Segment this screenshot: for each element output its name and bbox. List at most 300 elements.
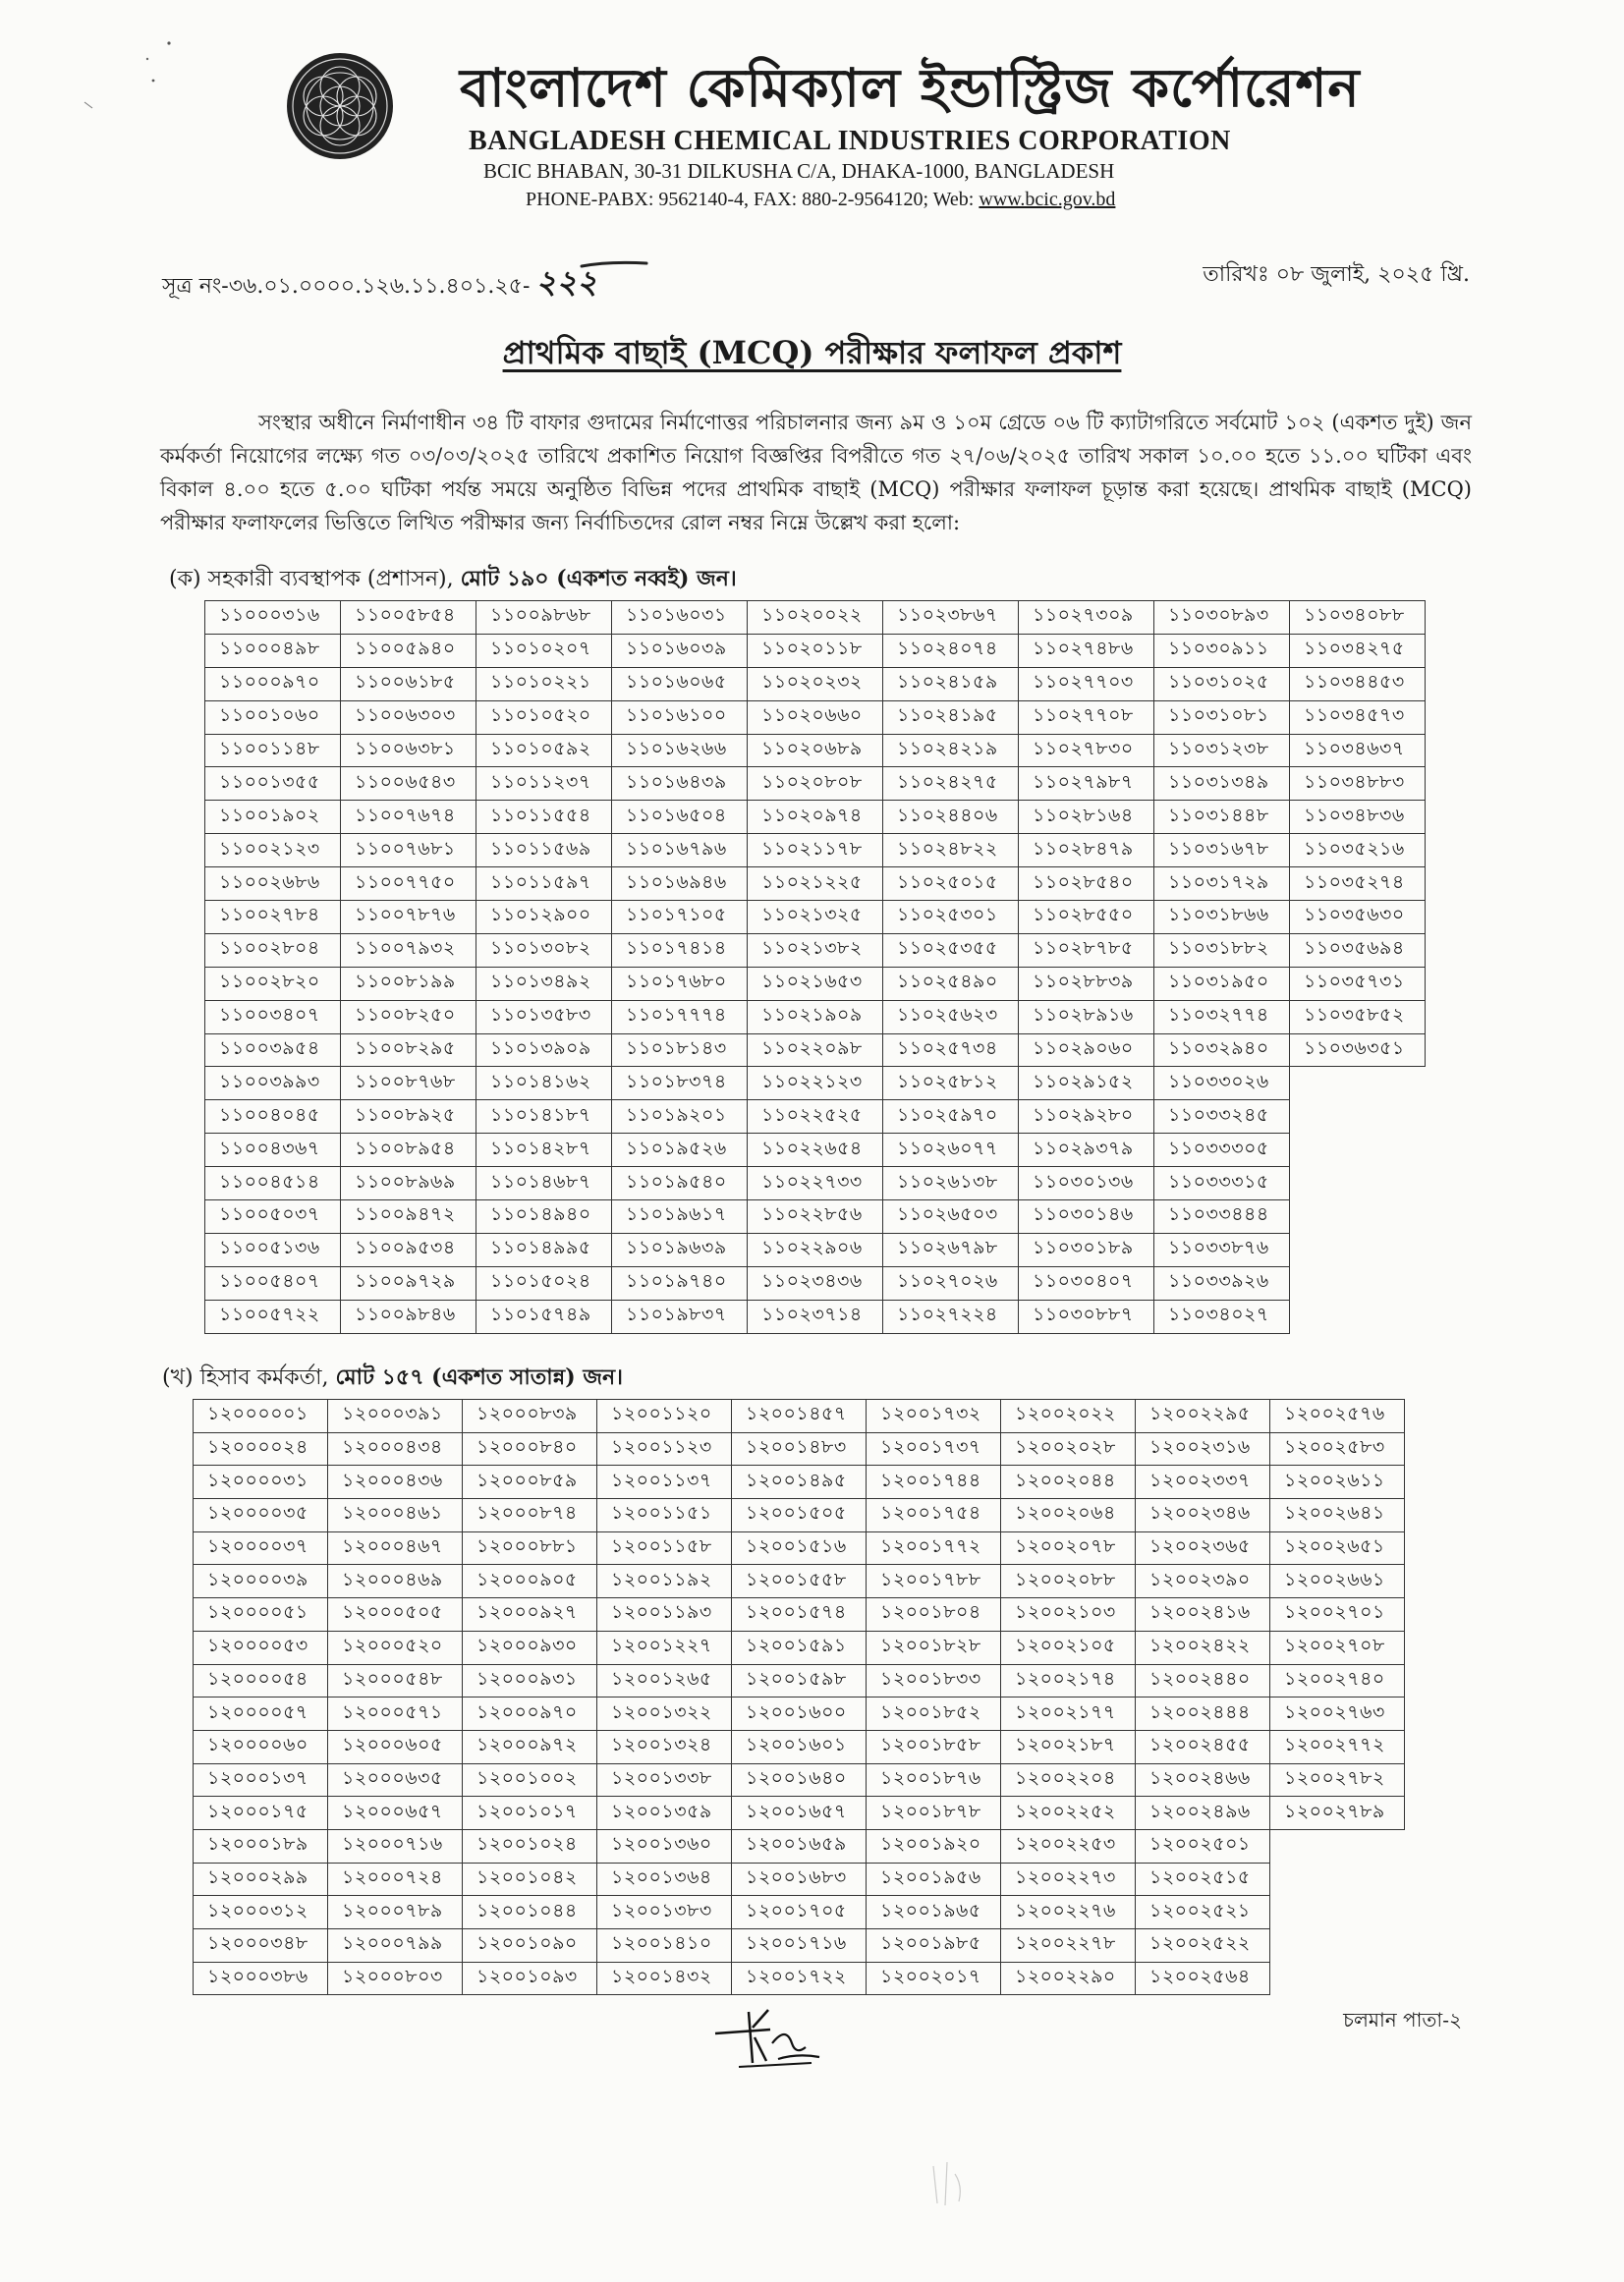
roll-number-cell: ১১০০৮১৯৯ [341, 967, 476, 1000]
roll-number-cell: ১২০০১১৫৮ [597, 1531, 732, 1565]
roll-number-cell: ১২০০০০৩৫ [194, 1499, 328, 1532]
roll-number-cell: ১২০০০০৬০ [194, 1730, 328, 1763]
section-b-roll-rows [194, 1400, 1405, 1995]
roll-number-cell: ১১০০৯৮৬৮ [476, 601, 612, 635]
roll-number-cell: ১১০১০২২১ [476, 667, 612, 700]
roll-number-cell: ১১০২৭৭০৩ [1019, 667, 1154, 700]
scan-dust-marks [79, 29, 187, 118]
table-row [194, 1829, 1405, 1863]
roll-number-cell: ১২০০১৪৩২ [597, 1962, 732, 1995]
table-row [194, 1896, 1405, 1929]
table-row [194, 1698, 1405, 1731]
roll-number-cell: ১২০০২০৪৪ [1001, 1466, 1136, 1499]
roll-number-cell: ১২০০০৫০৫ [328, 1598, 463, 1632]
roll-number-cell: ১২০০২২৫৩ [1001, 1829, 1136, 1863]
roll-number-cell: ১১০৩৩৯২৬ [1154, 1266, 1290, 1300]
roll-number-cell: ১২০০২৩৯০ [1136, 1565, 1270, 1598]
roll-number-cell: ১১০১৩৪৯২ [476, 967, 612, 1000]
roll-number-cell: ১২০০০৩৪৮ [194, 1929, 328, 1963]
roll-number-cell: ১১০২৭৮৩০ [1019, 734, 1154, 767]
roll-number-cell: ১২০০০৬৫৭ [328, 1797, 463, 1830]
roll-number-cell: ১১০২৪১৫৯ [883, 667, 1019, 700]
faint-scan-mark [924, 2156, 982, 2210]
empty-cell [1270, 1829, 1405, 1863]
roll-number-cell: ১২০০০০৫৭ [194, 1698, 328, 1731]
roll-number-cell: ১১০০০৯৭০ [205, 667, 341, 700]
roll-number-cell: ১১০০৩৯৫৪ [205, 1033, 341, 1067]
roll-number-cell: ১১০২৪২৭৫ [883, 767, 1019, 801]
roll-number-cell: ১১০০৪৫১৪ [205, 1167, 341, 1200]
roll-number-cell: ১১০২৪১৯৫ [883, 700, 1019, 734]
roll-number-cell: ১১০০১১৪৮ [205, 734, 341, 767]
roll-number-cell: ১১০০৯৭২৯ [341, 1266, 476, 1300]
org-name-bangla: বাংলাদেশ কেমিক্যাল ইন্ডাস্ট্রিজ কর্পোরেশন [460, 56, 1361, 119]
empty-cell [1270, 1863, 1405, 1896]
roll-number-cell: ১২০০১৬৫৯ [732, 1829, 867, 1863]
roll-number-cell: ১১০০০৪৯৮ [205, 634, 341, 667]
roll-number-cell: ১১০২৮৮৩৯ [1019, 967, 1154, 1000]
roll-number-cell: ১২০০০৪৬৯ [328, 1565, 463, 1598]
roll-number-cell: ১১০২৬৭৯৮ [883, 1233, 1019, 1266]
bcic-logo [285, 51, 395, 161]
roll-number-cell: ১১০৩২৯৪০ [1154, 1033, 1290, 1067]
roll-number-cell: ১২০০০৫৪৮ [328, 1664, 463, 1698]
roll-number-cell: ১১০১৬৭৯৬ [612, 834, 748, 867]
roll-number-cell: ১১০৩১০৮১ [1154, 700, 1290, 734]
roll-number-cell: ১২০০১৮০৪ [867, 1598, 1001, 1632]
roll-number-cell: ১২০০১৫১৬ [732, 1531, 867, 1565]
roll-number-cell: ১১০০৭৯৩২ [341, 933, 476, 967]
website-link[interactable]: www.bcic.gov.bd [979, 189, 1116, 210]
roll-number-cell: ১২০০১৭৮৮ [867, 1565, 1001, 1598]
roll-number-cell: ১২০০২৫০১ [1136, 1829, 1270, 1863]
signature [709, 2004, 827, 2075]
roll-number-cell: ১১০৩৪৪৫৩ [1290, 667, 1426, 700]
org-name-english: BANGLADESH CHEMICAL INDUSTRIES CORPORATION [469, 126, 1231, 156]
roll-number-cell: ১২০০২৬৪১ [1270, 1499, 1405, 1532]
roll-number-cell: ১১০১৯৬৩৯ [612, 1233, 748, 1266]
empty-cell [1290, 1167, 1426, 1200]
roll-number-cell: ১২০০০৯৭২ [463, 1730, 597, 1763]
roll-number-cell: ১১০৩৬৩৫১ [1290, 1033, 1426, 1067]
empty-cell [1290, 1233, 1426, 1266]
roll-number-cell: ১১০৩১২৩৮ [1154, 734, 1290, 767]
roll-number-cell: ১১০২০৯৭৪ [748, 801, 883, 834]
roll-number-cell: ১২০০১০১৭ [463, 1797, 597, 1830]
roll-number-cell: ১১০১১৫৫৪ [476, 801, 612, 834]
roll-number-cell: ১১০৩০৮৮৭ [1019, 1300, 1154, 1333]
roll-number-cell: ১২০০০৮০৩ [328, 1962, 463, 1995]
section-b-total: মোট ১৫৭ (একশত সাতান্ন) জন। [335, 1364, 623, 1390]
memo-date: তারিখঃ ০৮ জুলাই, ২০২৫ খ্রি. [1203, 262, 1470, 287]
table-row [205, 734, 1426, 767]
roll-number-cell: ১২০০১১২০ [597, 1400, 732, 1433]
roll-number-cell: ১২০০২৪৪০ [1136, 1664, 1270, 1698]
roll-number-cell: ১২০০০৮৩৯ [463, 1400, 597, 1433]
notice-title-text: প্রাথমিক বাছাই (MCQ) পরীক্ষার ফলাফল প্রকাশ [502, 334, 1122, 371]
roll-number-cell: ১১০১৯২০১ [612, 1100, 748, 1134]
roll-number-cell: ১১০২০০২২ [748, 601, 883, 635]
roll-number-cell: ১১০২২৯০৬ [748, 1233, 883, 1266]
roll-number-cell: ১২০০১৮৭৮ [867, 1797, 1001, 1830]
roll-number-cell: ১১০২৮৪৭৯ [1019, 834, 1154, 867]
roll-number-cell: ১২০০২৬১১ [1270, 1466, 1405, 1499]
roll-number-cell: ১২০০১৮৫২ [867, 1698, 1001, 1731]
roll-number-cell: ১২০০১০৪২ [463, 1863, 597, 1896]
roll-number-cell: ১১০২৬১৩৮ [883, 1167, 1019, 1200]
roll-number-cell: ১১০০৪৩৬৭ [205, 1134, 341, 1167]
roll-number-cell: ১২০০১০০২ [463, 1763, 597, 1797]
roll-number-cell: ১১০৩৪০২৭ [1154, 1300, 1290, 1333]
roll-number-cell: ১২০০১৭৭২ [867, 1531, 1001, 1565]
roll-number-cell: ১১০১৭৪১৪ [612, 933, 748, 967]
table-row [194, 1664, 1405, 1698]
roll-number-cell: ১১০৩০৯১১ [1154, 634, 1290, 667]
roll-number-cell: ১২০০০০৩১ [194, 1466, 328, 1499]
roll-number-cell: ১১০১০৫৯২ [476, 734, 612, 767]
roll-number-cell: ১১০৩৩৩১৫ [1154, 1167, 1290, 1200]
roll-number-cell: ১১০২০৬৬০ [748, 700, 883, 734]
empty-cell [1270, 1896, 1405, 1929]
roll-number-cell: ১২০০০৭২৪ [328, 1863, 463, 1896]
roll-number-cell: ১১০০৭৮৭৬ [341, 901, 476, 934]
table-row [205, 1300, 1426, 1333]
roll-number-cell: ১১০০৭৬৭৪ [341, 801, 476, 834]
table-row [205, 700, 1426, 734]
roll-number-cell: ১১০৩৩৮৭৬ [1154, 1233, 1290, 1266]
roll-number-cell: ১২০০০৩৯১ [328, 1400, 463, 1433]
table-row [205, 834, 1426, 867]
roll-number-cell: ১২০০১৩২২ [597, 1698, 732, 1731]
roll-number-cell: ১২০০০৪৬১ [328, 1499, 463, 1532]
roll-number-cell: ১২০০০৮৭৪ [463, 1499, 597, 1532]
roll-number-cell: ১২০০২০৬৪ [1001, 1499, 1136, 1532]
roll-number-cell: ১২০০২১৭৪ [1001, 1664, 1136, 1698]
roll-number-cell: ১২০০০৫৭১ [328, 1698, 463, 1731]
roll-number-cell: ১১০১৯৬১৭ [612, 1200, 748, 1234]
roll-number-cell: ১২০০০৫২০ [328, 1631, 463, 1664]
roll-number-cell: ১২০০১৮২৮ [867, 1631, 1001, 1664]
roll-number-cell: ১২০০২০১৭ [867, 1962, 1001, 1995]
roll-number-cell: ১২০০২৩৪৬ [1136, 1499, 1270, 1532]
roll-number-cell: ১১০২২০৯৮ [748, 1033, 883, 1067]
roll-number-cell: ১২০০২০২৮ [1001, 1432, 1136, 1466]
roll-number-cell: ১২০০০৬০৫ [328, 1730, 463, 1763]
roll-number-cell: ১১০২২৫২৫ [748, 1100, 883, 1134]
roll-number-cell: ১১০১৬০৩১ [612, 601, 748, 635]
roll-number-cell: ১১০২৯২৮০ [1019, 1100, 1154, 1134]
table-row [205, 1067, 1426, 1100]
roll-number-cell: ১২০০২৫২২ [1136, 1929, 1270, 1963]
roll-number-cell: ১১০০৯৫৩৪ [341, 1233, 476, 1266]
roll-number-cell: ১১০২১২২৫ [748, 867, 883, 901]
roll-number-cell: ১২০০২০৮৮ [1001, 1565, 1136, 1598]
roll-number-cell: ১২০০১১৯২ [597, 1565, 732, 1598]
roll-number-cell: ১২০০২৫৬৪ [1136, 1962, 1270, 1995]
roll-number-cell: ১২০০০৮৫৯ [463, 1466, 597, 1499]
roll-number-cell: ১১০১৬০৬৫ [612, 667, 748, 700]
roll-number-cell: ১২০০২১৮৭ [1001, 1730, 1136, 1763]
section-b-label: (খ) হিসাব কর্মকর্তা, [162, 1365, 336, 1390]
contact-text: PHONE-PABX: 9562140-4, FAX: 880-2-9564120; Web: [526, 189, 980, 210]
roll-number-cell: ১১০২৭৩০৯ [1019, 601, 1154, 635]
roll-number-cell: ১১০০৩৯৯৩ [205, 1067, 341, 1100]
roll-number-cell: ১১০০৭৭৫০ [341, 867, 476, 901]
roll-number-cell: ১২০০১৬৮৩ [732, 1863, 867, 1896]
roll-number-cell: ১১০১৪১৬২ [476, 1067, 612, 1100]
roll-number-cell: ১১০০৩৪০৭ [205, 1000, 341, 1033]
section-b-heading [162, 1361, 623, 1397]
roll-number-cell: ১১০৩১৯৫০ [1154, 967, 1290, 1000]
roll-number-cell: ১১০৩৫৬৯৪ [1290, 933, 1426, 967]
roll-number-cell: ১১০১৬৪৩৯ [612, 767, 748, 801]
roll-number-cell: ১১০২৫৯৭০ [883, 1100, 1019, 1134]
table-row [194, 1631, 1405, 1664]
roll-number-cell: ১১০৩১০২৫ [1154, 667, 1290, 700]
roll-number-cell: ১১০০৬৩৮১ [341, 734, 476, 767]
roll-number-cell: ১২০০২৭০৮ [1270, 1631, 1405, 1664]
roll-number-cell: ১২০০১৪১০ [597, 1929, 732, 1963]
roll-number-cell: ১২০০০৬৩৫ [328, 1763, 463, 1797]
roll-number-cell: ১১০১৮৩৭৪ [612, 1067, 748, 1100]
roll-number-cell: ১১০১৭১০৫ [612, 901, 748, 934]
roll-number-cell: ১২০০১০২৪ [463, 1829, 597, 1863]
roll-number-cell: ১২০০০৭৮৯ [328, 1896, 463, 1929]
roll-number-cell: ১২০০২১০৫ [1001, 1631, 1136, 1664]
roll-number-cell: ১১০০২১২৩ [205, 834, 341, 867]
roll-number-cell: ১২০০২০৭৮ [1001, 1531, 1136, 1565]
roll-number-cell: ১১০২৯৩৭৯ [1019, 1134, 1154, 1167]
empty-cell [1290, 1100, 1426, 1134]
roll-number-cell: ১১০০৬৫৪৩ [341, 767, 476, 801]
roll-number-cell: ১১০১৫০২৪ [476, 1266, 612, 1300]
table-row [194, 1466, 1405, 1499]
roll-number-cell: ১১০২২১২৩ [748, 1067, 883, 1100]
roll-number-cell: ১২০০২৭৬৩ [1270, 1698, 1405, 1731]
roll-number-cell: ১২০০২৭৭২ [1270, 1730, 1405, 1763]
table-row [205, 1200, 1426, 1234]
roll-number-cell: ১২০০১১৯৩ [597, 1598, 732, 1632]
roll-number-cell: ১২০০১৩৫৯ [597, 1797, 732, 1830]
roll-number-cell: ১২০০২৭০১ [1270, 1598, 1405, 1632]
roll-number-cell: ১২০০১৭০৫ [732, 1896, 867, 1929]
roll-number-cell: ১১০৩৪০৮৮ [1290, 601, 1426, 635]
empty-cell [1290, 1266, 1426, 1300]
memo-ref-text: সূত্র নং-৩৬.০১.০০০০.১২৬.১১.৪০১.২৫- [162, 274, 531, 299]
roll-number-cell: ১২০০২৫৮৩ [1270, 1432, 1405, 1466]
roll-number-cell: ১১০১৬২৬৬ [612, 734, 748, 767]
notice-title [0, 328, 1624, 381]
roll-number-cell: ১১০২৫৭৩৪ [883, 1033, 1019, 1067]
roll-number-cell: ১১০৩০১৪৬ [1019, 1200, 1154, 1234]
empty-cell [1270, 1962, 1405, 1995]
roll-number-cell: ১১০২৯০৬০ [1019, 1033, 1154, 1067]
roll-number-cell: ১২০০২৪৯৬ [1136, 1797, 1270, 1830]
empty-cell [1290, 1067, 1426, 1100]
roll-number-cell: ১২০০১৩৩৮ [597, 1763, 732, 1797]
section-b-roll-table [193, 1399, 1405, 1995]
roll-number-cell: ১১০০৪০৪৫ [205, 1100, 341, 1134]
roll-number-cell: ১১০২৯১৫২ [1019, 1067, 1154, 1100]
roll-number-cell: ১১০১৬০৩৯ [612, 634, 748, 667]
roll-number-cell: ১১০২০১১৮ [748, 634, 883, 667]
org-contact [526, 189, 1115, 211]
roll-number-cell: ১১০১৩৫৮৩ [476, 1000, 612, 1033]
roll-number-cell: ১২০০১০৯০ [463, 1929, 597, 1963]
roll-number-cell: ১১০১৪৬৮৭ [476, 1167, 612, 1200]
roll-number-cell: ১১০৩৪৫৭৩ [1290, 700, 1426, 734]
roll-number-cell: ১১০০৮২৫০ [341, 1000, 476, 1033]
roll-number-cell: ১১০৩১৩৪৯ [1154, 767, 1290, 801]
roll-number-cell: ১২০০২৫৭৬ [1270, 1400, 1405, 1433]
roll-number-cell: ১২০০১৮৫৮ [867, 1730, 1001, 1763]
roll-number-cell: ১২০০১৪৯৫ [732, 1466, 867, 1499]
table-row [194, 1432, 1405, 1466]
table-row [205, 634, 1426, 667]
roll-number-cell: ১২০০১৫৫৮ [732, 1565, 867, 1598]
roll-number-cell: ১১০৩৪৮৩৬ [1290, 801, 1426, 834]
roll-number-cell: ১১০১৬৯৪৬ [612, 867, 748, 901]
roll-number-cell: ১২০০২৭৮২ [1270, 1763, 1405, 1797]
roll-number-cell: ১২০০০৩৮৬ [194, 1962, 328, 1995]
roll-number-cell: ১২০০২১০৩ [1001, 1598, 1136, 1632]
roll-number-cell: ১১০৩৩৪৪৪ [1154, 1200, 1290, 1234]
roll-number-cell: ১১০২৮৭৮৫ [1019, 933, 1154, 967]
roll-number-cell: ১২০০১৪৮৩ [732, 1432, 867, 1466]
roll-number-cell: ১১০১৩০৮২ [476, 933, 612, 967]
roll-number-cell: ১২০০০০০১ [194, 1400, 328, 1433]
roll-number-cell: ১২০০০০৫৪ [194, 1664, 328, 1698]
roll-number-cell: ১১০৩০৪০৭ [1019, 1266, 1154, 1300]
roll-number-cell: ১২০০০৯২৭ [463, 1598, 597, 1632]
roll-number-cell: ১১০২২৮৫৬ [748, 1200, 883, 1234]
roll-number-cell: ১১০০২৭৮৪ [205, 901, 341, 934]
roll-number-cell: ১১০২১৬৫৩ [748, 967, 883, 1000]
roll-number-cell: ১২০০১৬৫৭ [732, 1797, 867, 1830]
pen-stroke [580, 257, 648, 271]
roll-number-cell: ১১০২১১৭৮ [748, 834, 883, 867]
roll-number-cell: ১২০০২৩১৬ [1136, 1432, 1270, 1466]
roll-number-cell: ১১০১৭৬৮০ [612, 967, 748, 1000]
roll-number-cell: ১১০০৯৮৪৬ [341, 1300, 476, 1333]
roll-number-cell: ১২০০১৭৩২ [867, 1400, 1001, 1433]
section-a-label: (ক) সহকারী ব্যবস্থাপক (প্রশাসন), [169, 567, 461, 591]
roll-number-cell: ১১০১০৫২০ [476, 700, 612, 734]
roll-number-cell: ১২০০১৩২৪ [597, 1730, 732, 1763]
empty-cell [1290, 1300, 1426, 1333]
roll-number-cell: ১১০০৭৬৮১ [341, 834, 476, 867]
roll-number-cell: ১২০০১০৪৪ [463, 1896, 597, 1929]
section-a-heading [169, 562, 737, 598]
roll-number-cell: ১১০২০২৩২ [748, 667, 883, 700]
roll-number-cell: ১১০১১৫৬৯ [476, 834, 612, 867]
roll-number-cell: ১২০০২২৯০ [1001, 1962, 1136, 1995]
roll-number-cell: ১১০২৫৪৯০ [883, 967, 1019, 1000]
roll-number-cell: ১২০০০৪৬৭ [328, 1531, 463, 1565]
roll-number-cell: ১১০৩৫৬৩০ [1290, 901, 1426, 934]
table-row [205, 867, 1426, 901]
table-row [194, 1797, 1405, 1830]
roll-number-cell: ১১০১৪৯৪০ [476, 1200, 612, 1234]
roll-number-cell: ১১০৩১৬৭৮ [1154, 834, 1290, 867]
roll-number-cell: ১২০০১৭১৬ [732, 1929, 867, 1963]
table-row [205, 901, 1426, 934]
notice-body: সংস্থার অধীনে নির্মাণাধীন ৩৪ টি বাফার গুদামের নির্মাণোত্তর পরিচালনার জন্য ৯ম ও ১০ম গ্রেডে ০৬ টি ক্যাটাগরিতে সর্বমোট ১০২ (একশত দুই) জন কর্মকর্তা নিয়োগের লক্ষ্যে গত ০৩/০৩/২০২৫ তারিখে প্রকাশিত নিয়োগ বিজ্ঞপ্তির বিপরীতে গত ২৭/০৬/২০২৫ তারিখ সকাল ১০.০০ হতে ১১.০০ ঘটিকা এবং বিকাল ৪.০০ হতে ৫.০০ ঘটিকা পর্যন্ত সময়ে অনুষ্ঠিত বিভিন্ন পদের প্রাথমিক বাছাই (MCQ) পরীক্ষার ফলাফল চূড়ান্ত করা হয়েছে। প্রাথমিক বাছাই (MCQ) পরীক্ষার ফলাফলের ভিত্তিতে লিখিত পরীক্ষার জন্য নির্বাচিতদের রোল নম্বর নিম্নে উল্লেখ করা হলো: [160, 411, 1472, 534]
section-a-roll-rows [205, 601, 1426, 1334]
table-row [194, 1763, 1405, 1797]
roll-number-cell: ১১০৩৫২৭৪ [1290, 867, 1426, 901]
roll-number-cell: ১১০২৭২২৪ [883, 1300, 1019, 1333]
roll-number-cell: ১২০০০৯০৫ [463, 1565, 597, 1598]
roll-number-cell: ১১০০২৮০৪ [205, 933, 341, 967]
table-row [205, 933, 1426, 967]
roll-number-cell: ১২০০১৫৯৮ [732, 1664, 867, 1698]
roll-number-cell: ১১০১৪১৮৭ [476, 1100, 612, 1134]
roll-number-cell: ১২০০১২৬৫ [597, 1664, 732, 1698]
roll-number-cell: ১১০০৮৯৬৯ [341, 1167, 476, 1200]
table-row [194, 1400, 1405, 1433]
roll-number-cell: ১১০২৫০১৫ [883, 867, 1019, 901]
roll-number-cell: ১১০১৬১০০ [612, 700, 748, 734]
roll-number-cell: ১২০০১৯৮৫ [867, 1929, 1001, 1963]
roll-number-cell: ১২০০২২৭৬ [1001, 1896, 1136, 1929]
roll-number-cell: ১২০০০১৭৫ [194, 1797, 328, 1830]
roll-number-cell: ১২০০১১৩৭ [597, 1466, 732, 1499]
roll-number-cell: ১২০০০৮৮১ [463, 1531, 597, 1565]
table-row [194, 1565, 1405, 1598]
roll-number-cell: ১১০২৪২১৯ [883, 734, 1019, 767]
roll-number-cell: ১২০০২৬৫১ [1270, 1531, 1405, 1565]
roll-number-cell: ১২০০১৭৪৪ [867, 1466, 1001, 1499]
table-row [194, 1499, 1405, 1532]
roll-number-cell: ১২০০০২৯৯ [194, 1863, 328, 1896]
empty-cell [1270, 1929, 1405, 1963]
roll-number-cell: ১১০০৬১৮৫ [341, 667, 476, 700]
roll-number-cell: ১১০১৫৭৪৯ [476, 1300, 612, 1333]
roll-number-cell: ১১০২৮৫৪০ [1019, 867, 1154, 901]
roll-number-cell: ১১০০৫৮৫৪ [341, 601, 476, 635]
roll-number-cell: ১১০২৭৯৮৭ [1019, 767, 1154, 801]
table-row [194, 1730, 1405, 1763]
roll-number-cell: ১১০৩১৪৪৮ [1154, 801, 1290, 834]
roll-number-cell: ১১০২৪৮২২ [883, 834, 1019, 867]
roll-number-cell: ১২০০০০৩৯ [194, 1565, 328, 1598]
roll-number-cell: ১১০৩৫২১৬ [1290, 834, 1426, 867]
roll-number-cell: ১১০২৮১৬৪ [1019, 801, 1154, 834]
roll-number-cell: ১২০০১৬০১ [732, 1730, 867, 1763]
roll-number-cell: ১২০০১৮৭৬ [867, 1763, 1001, 1797]
roll-number-cell: ১১০২১৯০৯ [748, 1000, 883, 1033]
roll-number-cell: ১১০১৬৫০৪ [612, 801, 748, 834]
roll-number-cell: ১১০৩০১৮৯ [1019, 1233, 1154, 1266]
roll-number-cell: ১১০০৫০৩৭ [205, 1200, 341, 1234]
roll-number-cell: ১২০০২১৭৭ [1001, 1698, 1136, 1731]
roll-number-cell: ১১০২৭০২৬ [883, 1266, 1019, 1300]
roll-number-cell: ১২০০০৭১৬ [328, 1829, 463, 1863]
continued-page-note: চলমান পাতা-২ [1343, 2008, 1462, 2032]
memo-reference [162, 257, 597, 310]
roll-number-cell: ১১০১৮১৪৩ [612, 1033, 748, 1067]
roll-number-cell: ১১০১২৯০০ [476, 901, 612, 934]
roll-number-cell: ১২০০১৮৩৩ [867, 1664, 1001, 1698]
roll-number-cell: ১১০৩৪৮৮৩ [1290, 767, 1426, 801]
roll-number-cell: ১২০০১৪৫৭ [732, 1400, 867, 1433]
table-row [194, 1962, 1405, 1995]
roll-number-cell: ১১০৩২৭৭৪ [1154, 1000, 1290, 1033]
roll-number-cell: ১২০০২৩৬৫ [1136, 1531, 1270, 1565]
roll-number-cell: ১২০০০৮৪০ [463, 1432, 597, 1466]
roll-number-cell: ১১০০৫৭২২ [205, 1300, 341, 1333]
